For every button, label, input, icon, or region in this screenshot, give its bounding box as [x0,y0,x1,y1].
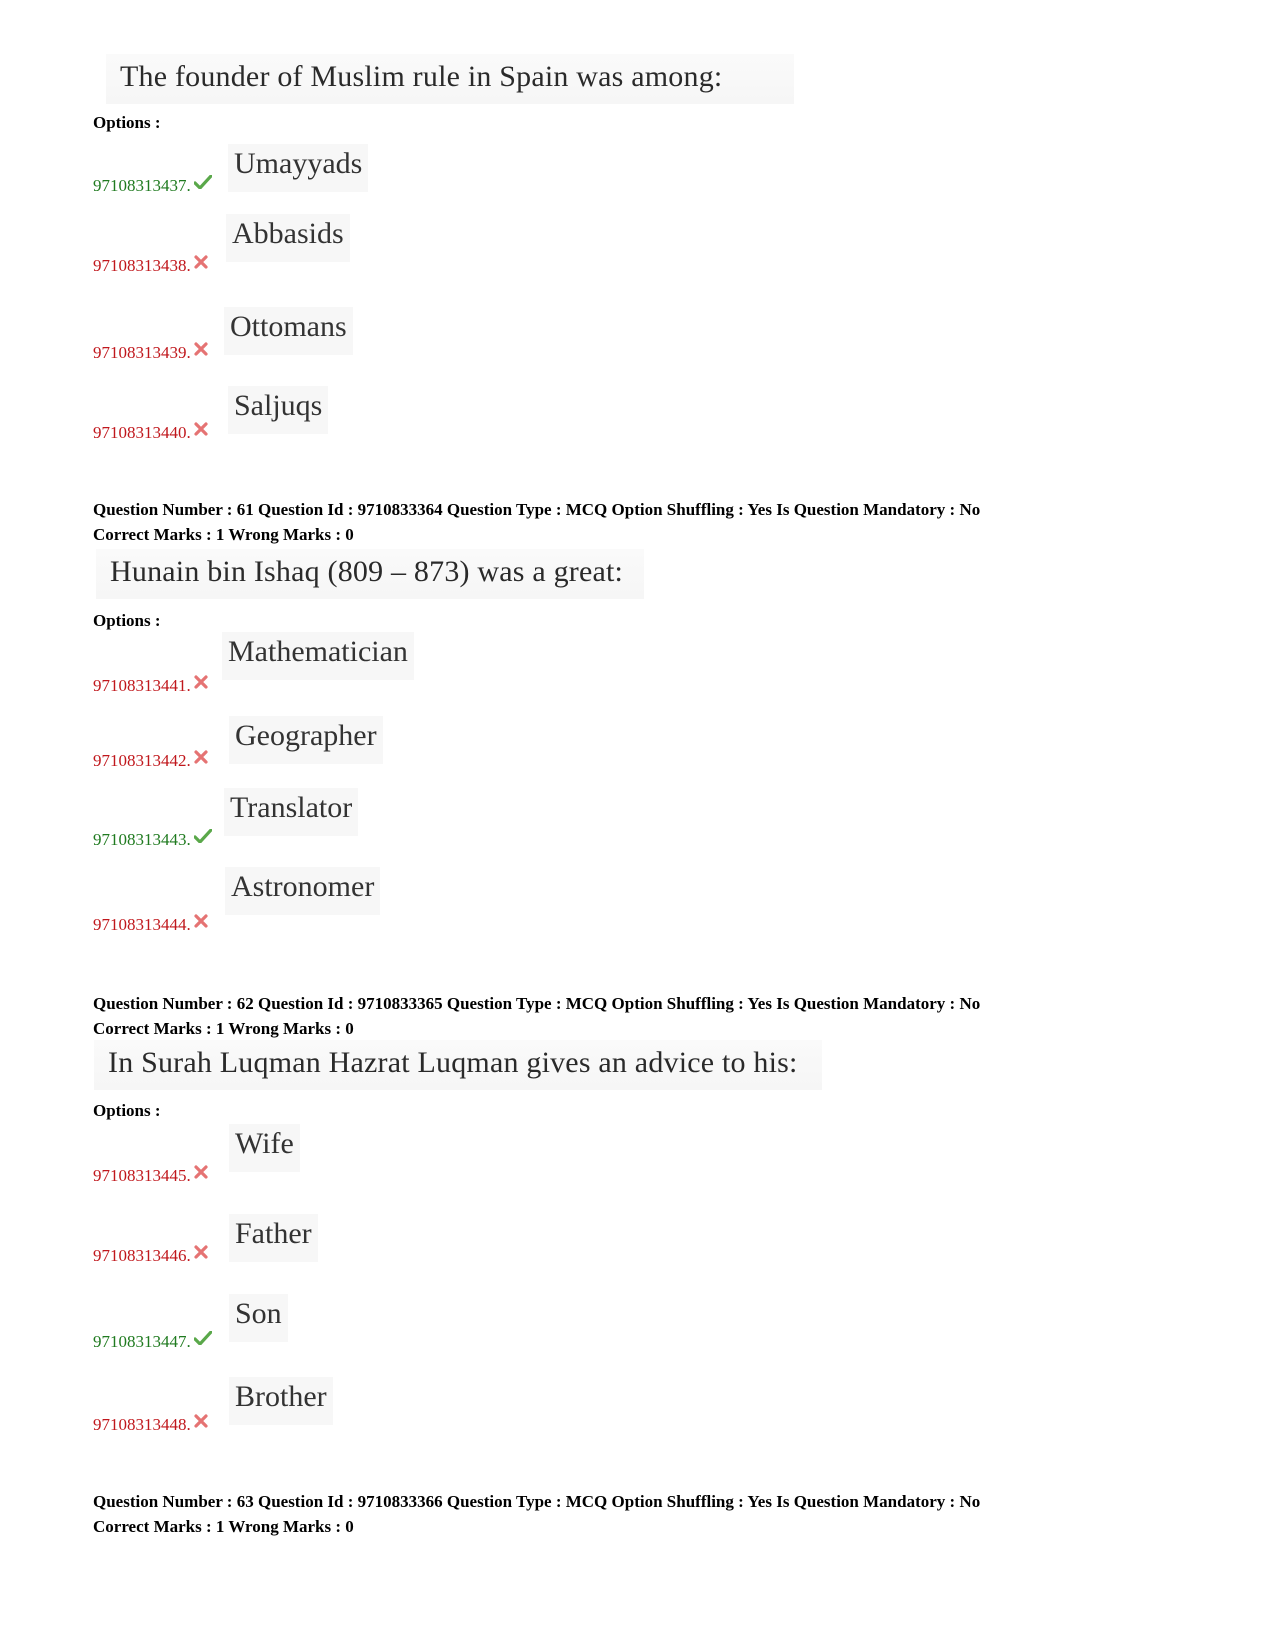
option-text: Mathematician [222,632,414,680]
cross-icon [194,749,208,769]
option-id: 97108313441. [93,674,208,696]
question-text: In Surah Luqman Hazrat Luqman gives an advice to his: [108,1046,798,1079]
option-text: Umayyads [228,144,368,192]
cross-icon [194,421,208,441]
option-id: 97108313443. [93,828,212,850]
option-text: Ottomans [224,307,353,355]
option-id: 97108313438. [93,254,208,276]
option-id: 97108313437. [93,174,212,196]
cross-icon [194,341,208,361]
cross-icon [194,913,208,933]
option-id: 97108313448. [93,1413,208,1435]
question-text: Hunain bin Ishaq (809 – 873) was a great: [110,555,624,588]
options-label: Options : [93,611,161,630]
option-text: Translator [224,788,358,836]
cross-icon [194,674,208,694]
question-meta: Question Number : 61 Question Id : 9710833364 Question Type : MCQ Option Shuffling : Yes Is Question Mandatory : No Correct Marks : 1 Wrong Marks : 0 [93,500,981,544]
cross-icon [194,254,208,274]
option-text: Abbasids [226,214,350,262]
question-image [106,54,794,104]
option-text: Son [229,1294,288,1342]
question-image [96,549,644,599]
check-icon [194,1330,212,1350]
option-id: 97108313442. [93,749,208,771]
question-text: The founder of Muslim rule in Spain was among: [120,60,723,93]
option-text: Astronomer [225,867,380,915]
check-icon [194,174,212,194]
option-text: Father [229,1214,318,1262]
question-image [94,1040,822,1090]
option-text: Wife [229,1124,300,1172]
option-text: Brother [229,1377,333,1425]
cross-icon [194,1244,208,1264]
options-label: Options : [93,113,161,132]
option-id: 97108313439. [93,341,208,363]
cross-icon [194,1413,208,1433]
check-icon [194,828,212,848]
question-meta: Question Number : 62 Question Id : 9710833365 Question Type : MCQ Option Shuffling : Yes Is Question Mandatory : No Correct Marks : 1 Wrong Marks : 0 [93,994,981,1038]
option-id: 97108313447. [93,1330,212,1352]
option-id: 97108313444. [93,913,208,935]
cross-icon [194,1164,208,1184]
options-label: Options : [93,1101,161,1120]
option-text: Geographer [229,716,383,764]
option-text: Saljuqs [228,386,328,434]
option-id: 97108313445. [93,1164,208,1186]
option-id: 97108313440. [93,421,208,443]
question-meta: Question Number : 63 Question Id : 9710833366 Question Type : MCQ Option Shuffling : Yes Is Question Mandatory : No Correct Marks : 1 Wrong Marks : 0 [93,1492,981,1536]
option-id: 97108313446. [93,1244,208,1266]
